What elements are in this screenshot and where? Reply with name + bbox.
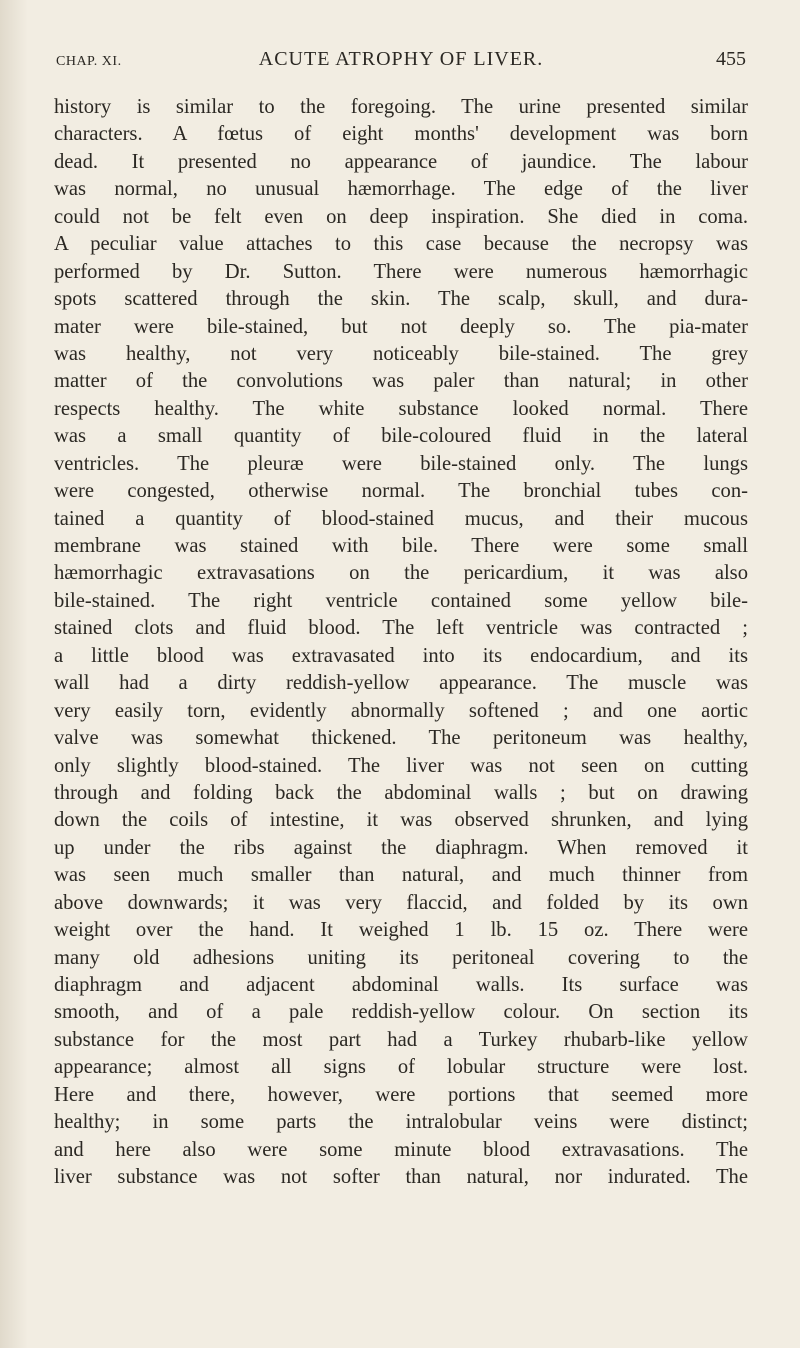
text-line: down the coils of intestine, it was observed shrunken, and lying [54, 809, 748, 832]
text-line: wall had a dirty reddish-yellow appearance. The muscle was [54, 672, 748, 695]
text-line: could not be felt even on deep inspiration. She died in coma. [54, 205, 748, 228]
text-line: liver substance was not softer than natural, nor indurated. The [54, 1166, 748, 1189]
text-line: characters. A fœtus of eight months' development was born [54, 123, 748, 146]
text-line: A peculiar value attaches to this case because the necropsy was [54, 233, 748, 256]
text-line: bile-stained. The right ventricle contained some yellow bile- [54, 589, 748, 612]
text-line: and here also were some minute blood extravasations. The [54, 1138, 748, 1161]
text-line: was a small quantity of bile-coloured fluid in the lateral [54, 425, 748, 448]
text-line: valve was somewhat thickened. The peritoneum was healthy, [54, 727, 748, 750]
page-number: 455 [716, 48, 746, 70]
text-line: ventricles. The pleuræ were bile-stained only. The lungs [54, 452, 748, 475]
text-line: diaphragm and adjacent abdominal walls. Its surface was [54, 974, 748, 996]
text-line: very easily torn, evidently abnormally softened ; and one aortic [54, 699, 748, 722]
text-line: stained clots and fluid blood. The left ventricle was contracted ; [54, 617, 748, 640]
chapter-label: CHAP. XI. [56, 54, 122, 69]
text-line: Here and there, however, were portions that seemed more [54, 1083, 748, 1106]
text-line: was seen much smaller than natural, and much thinner from [54, 864, 748, 887]
body-text [54, 94, 748, 1192]
text-line: tained a quantity of blood-stained mucus, and their mucous [54, 507, 748, 530]
text-line: healthy; in some parts the intralobular veins were distinct; [54, 1111, 748, 1134]
text-line: above downwards; it was very flaccid, and folded by its own [54, 891, 748, 914]
text-line: respects healthy. The white substance looked normal. There [54, 397, 748, 420]
text-line: only slightly blood-stained. The liver was not seen on cutting [54, 754, 748, 777]
text-line: spots scattered through the skin. The scalp, skull, and dura- [54, 288, 748, 311]
text-line: were congested, otherwise normal. The bronchial tubes con- [54, 480, 748, 503]
text-line: membrane was stained with bile. There were some small [54, 535, 748, 557]
text-line: hæmorrhagic extravasations on the pericardium, it was also [54, 562, 748, 585]
page-title: ACUTE ATROPHY OF LIVER. [258, 48, 544, 70]
text-line: appearance; almost all signs of lobular structure were lost. [54, 1056, 748, 1079]
text-line: dead. It presented no appearance of jaundice. The labour [54, 150, 748, 173]
text-line: substance for the most part had a Turkey rhubarb-like yellow [54, 1028, 748, 1051]
text-line: smooth, and of a pale reddish-yellow colour. On section its [54, 1001, 748, 1024]
text-line: history is similar to the foregoing. The urine presented similar [54, 96, 748, 118]
text-line: weight over the hand. It weighed 1 lb. 15 oz. There were [54, 919, 748, 942]
text-line: up under the ribs against the diaphragm. When removed it [54, 836, 748, 859]
text-line: was normal, no unusual hæmorrhage. The edge of the liver [54, 178, 748, 201]
text-line: a little blood was extravasated into its endocardium, and its [54, 644, 748, 667]
text-line: performed by Dr. Sutton. There were numerous hæmorrhagic [54, 260, 748, 283]
text-line: through and folding back the abdominal walls ; but on drawing [54, 781, 748, 804]
text-line: was healthy, not very noticeably bile-stained. The grey [54, 342, 748, 365]
text-line: mater were bile-stained, but not deeply so. The pia-mater [54, 315, 748, 338]
text-line: matter of the convolutions was paler than natural; in other [54, 370, 748, 393]
running-head [56, 48, 746, 78]
text-line: many old adhesions uniting its peritoneal covering to the [54, 946, 748, 969]
